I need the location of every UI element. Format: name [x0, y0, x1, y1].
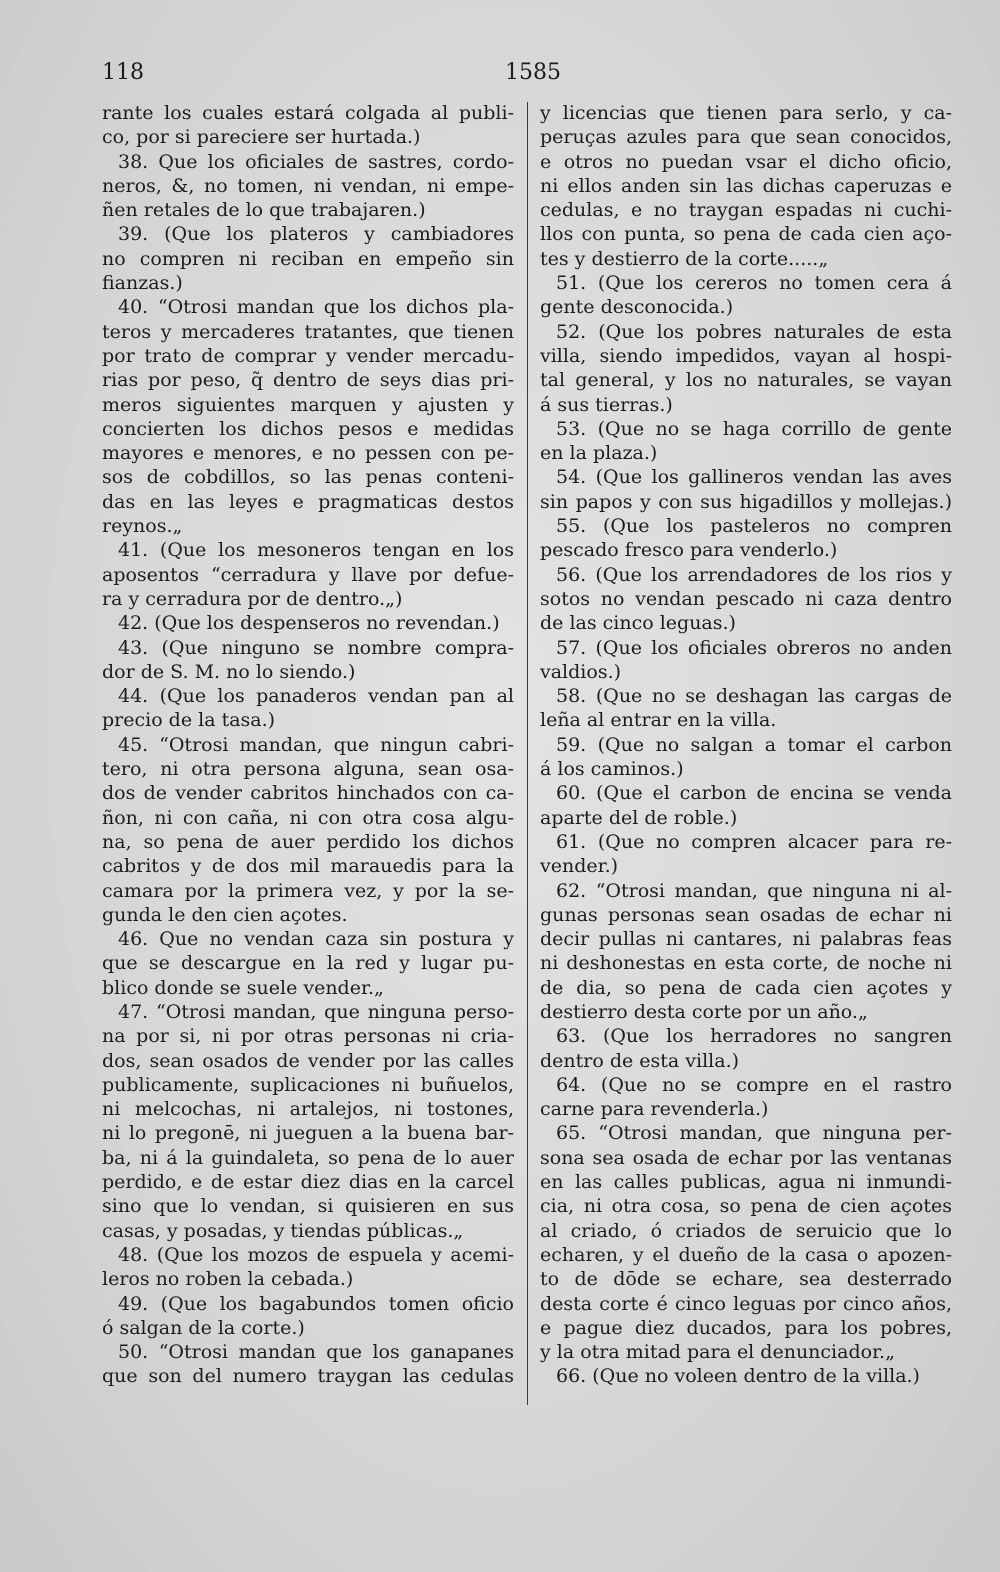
right-column [540, 101, 952, 1389]
text-line: reynos.„ [102, 515, 183, 538]
text-line: de las cinco leguas.) [540, 612, 736, 635]
text-line: que se descargue en la red y lugar pu- [102, 952, 514, 975]
text-line: á sus tierras.) [540, 393, 673, 416]
text-line: y la otra mitad para el denunciador.„ [540, 1341, 895, 1364]
text-line: 38. Que los oficiales de sastres, cordo- [118, 150, 514, 173]
text-line: tal general, y los no naturales, se vayan [540, 369, 952, 392]
text-line: valdios.) [540, 660, 622, 683]
text-line: 64. (Que no se compre en el rastro [556, 1073, 952, 1096]
text-line: de dia, so pena de cada cien açotes y [540, 976, 952, 999]
text-line: blico donde se suele vender.„ [102, 976, 384, 999]
text-line: 54. (Que los gallineros vendan las aves [556, 466, 952, 489]
column-divider [527, 102, 528, 1405]
text-line: leros no roben la cebada.) [102, 1268, 354, 1291]
text-line: teros y mercaderes tratantes, que tienen [102, 320, 514, 343]
text-line: tes y destierro de la corte.....„ [540, 247, 829, 270]
text-line: precio de la tasa.) [102, 709, 276, 732]
text-line: ni melcochas, ni artalejos, ni tostones, [102, 1098, 514, 1121]
text-line: 59. (Que no salgan a tomar el carbon [556, 733, 952, 756]
text-line: peruças azules para que sean conocidos, [540, 126, 952, 149]
text-line: rante los cuales estará colgada al publi- [102, 102, 514, 124]
text-line: to de dōde se echare, sea desterrado [540, 1268, 952, 1291]
text-line: 65. “Otrosi mandan, que ninguna per- [556, 1122, 952, 1145]
text-line: aposentos “cerradura y llave por defue- [102, 563, 514, 586]
text-line: cabritos y de dos mil marauedis para la [102, 855, 514, 878]
page-number: 118 [102, 60, 144, 85]
text-line: 42. (Que los despenseros no revendan.) [118, 612, 500, 635]
text-line: echaren, y el dueño de la casa o apozen- [540, 1243, 952, 1266]
text-line: 61. (Que no compren alcacer para re- [556, 830, 952, 853]
text-line: sos de cobdillos, so las penas conteni- [102, 466, 514, 489]
text-line: pescado fresco para venderlo.) [540, 539, 838, 562]
text-line: sino que lo vendan, si quisieren en sus [102, 1195, 514, 1218]
running-header [102, 60, 561, 92]
text-line: 51. (Que los cereros no tomen cera á [556, 272, 952, 295]
text-line: publicamente, suplicaciones ni buñuelos, [102, 1073, 514, 1096]
text-line: en la plaza.) [540, 442, 658, 465]
text-line: sotos no vendan pescado ni caza dentro [540, 587, 952, 610]
text-line: 52. (Que los pobres naturales de esta [556, 320, 952, 343]
text-line: 49. (Que los bagabundos tomen oficio [118, 1292, 514, 1315]
text-line: na, so pena de auer perdido los dichos [102, 830, 514, 853]
text-line: gunas personas sean osadas de echar ni [540, 903, 952, 926]
text-line: 46. Que no vendan caza sin postura y [118, 928, 514, 951]
text-line: ni deshonestas en esta corte, de noche ni [540, 952, 952, 975]
text-line: 44. (Que los panaderos vendan pan al [118, 685, 514, 708]
text-line: meros siguientes marquen y ajusten y [102, 393, 514, 416]
text-line: sin papos y con sus higadillos y mollejas.) [540, 490, 952, 513]
text-line: camara por la primera vez, y por la se- [102, 879, 514, 902]
text-line: 62. “Otrosi mandan, que ninguna ni al- [556, 879, 952, 902]
text-line: villa, siendo impedidos, vayan al hospi- [540, 344, 952, 367]
text-line: aparte del de roble.) [540, 806, 738, 829]
text-line: dos de vender cabritos hinchados con ca- [102, 782, 514, 805]
text-line: e pague diez ducados, para los pobres, [540, 1316, 952, 1339]
text-line: das en las leyes e pragmaticas destos [102, 490, 514, 513]
text-line: perdido, e de estar diez dias en la carcel [102, 1171, 514, 1194]
text-line: gunda le den cien açotes. [102, 903, 348, 926]
text-line: 50. “Otrosi mandan que los ganapanes [118, 1341, 514, 1364]
text-line: 43. (Que ninguno se nombre compra- [118, 636, 514, 659]
text-line: casas, y posadas, y tiendas públicas.„ [102, 1219, 464, 1242]
text-line: 40. “Otrosi mandan que los dichos pla- [118, 296, 514, 319]
text-line: destierro desta corte por un año.„ [540, 1000, 868, 1023]
text-line: gente desconocida.) [540, 296, 734, 319]
left-column [102, 101, 514, 1389]
text-line: 57. (Que los oficiales obreros no anden [556, 636, 952, 659]
text-line: por trato de comprar y vender mercadu- [102, 344, 514, 367]
text-line: dor de S. M. no lo siendo.) [102, 660, 356, 683]
text-line: co, por si pareciere ser hurtada.) [102, 126, 421, 149]
text-line: 63. (Que los herradores no sangren [556, 1025, 952, 1048]
text-line: 58. (Que no se deshagan las cargas de [556, 685, 952, 708]
text-line: dentro de esta villa.) [540, 1049, 740, 1072]
text-line: en las calles publicas, agua ni inmundi- [540, 1171, 952, 1194]
text-line: fianzas.) [102, 272, 183, 295]
text-line: cia, ni otra cosa, so pena de cien açotes [540, 1195, 952, 1218]
text-line: ra y cerradura por de dentro.„) [102, 587, 403, 610]
text-line: 47. “Otrosi mandan, que ninguna perso- [118, 1000, 514, 1023]
text-line: neros, &, no tomen, ni vendan, ni empe- [102, 174, 514, 197]
text-line: llos con punta, so pena de cada cien aço- [540, 223, 952, 246]
text-line: carne para revenderla.) [540, 1098, 769, 1121]
text-line: ó salgan de la corte.) [102, 1316, 305, 1339]
text-line: 56. (Que los arrendadores de los rios y [556, 563, 952, 586]
text-line: na por si, ni por otras personas ni cria- [102, 1025, 514, 1048]
header-year: 1585 [505, 60, 561, 85]
text-line: ni ellos anden sin las dichas caperuzas e [540, 174, 952, 197]
text-line: decir pullas ni cantares, ni palabras feas [540, 928, 952, 951]
text-line: 66. (Que no voleen dentro de la villa.) [556, 1365, 920, 1388]
text-line: ñon, ni con caña, ni con otra cosa algu- [102, 806, 514, 829]
text-line: ba, ni á la guindaleta, so pena de lo auer [102, 1146, 514, 1169]
text-line: dos, sean osados de vender por las calles [102, 1049, 514, 1072]
text-line: mayores e menores, e no pessen con pe- [102, 442, 514, 465]
text-line: y licencias que tienen para serlo, y ca- [540, 102, 952, 124]
text-line: tero, ni otra persona alguna, sean osa- [102, 758, 514, 781]
text-line: 55. (Que los pasteleros no compren [556, 515, 952, 538]
text-line: concierten los dichos pesos e medidas [102, 417, 514, 440]
text-line: leña al entrar en la villa. [540, 709, 777, 732]
text-line: 48. (Que los mozos de espuela y acemi- [118, 1243, 514, 1266]
text-line: vender.) [540, 855, 619, 878]
text-line: no compren ni reciban en empeño sin [102, 247, 514, 270]
text-line: á los caminos.) [540, 758, 684, 781]
text-line: ñen retales de lo que trabajaren.) [102, 199, 426, 222]
text-line: 53. (Que no se haga corrillo de gente [556, 417, 952, 440]
text-line: rias por peso, q̃ dentro de seys dias pri- [102, 369, 514, 392]
text-line: 45. “Otrosi mandan, que ningun cabri- [118, 733, 514, 756]
text-line: 39. (Que los plateros y cambiadores [118, 223, 514, 246]
text-line: e otros no puedan vsar el dicho oficio, [540, 150, 952, 173]
text-line: que son del numero traygan las cedulas [102, 1365, 514, 1388]
text-line: 41. (Que los mesoneros tengan en los [118, 539, 514, 562]
text-line: desta corte é cinco leguas por cinco años, [540, 1292, 952, 1315]
text-line: al criado, ó criados de seruicio que lo [540, 1219, 952, 1242]
text-line: sona sea osada de echar por las ventanas [540, 1146, 952, 1169]
text-line: 60. (Que el carbon de encina se venda [556, 782, 952, 805]
text-line: ni lo pregonē, ni jueguen a la buena bar- [102, 1122, 514, 1145]
text-line: cedulas, e no traygan espadas ni cuchi- [540, 199, 952, 222]
